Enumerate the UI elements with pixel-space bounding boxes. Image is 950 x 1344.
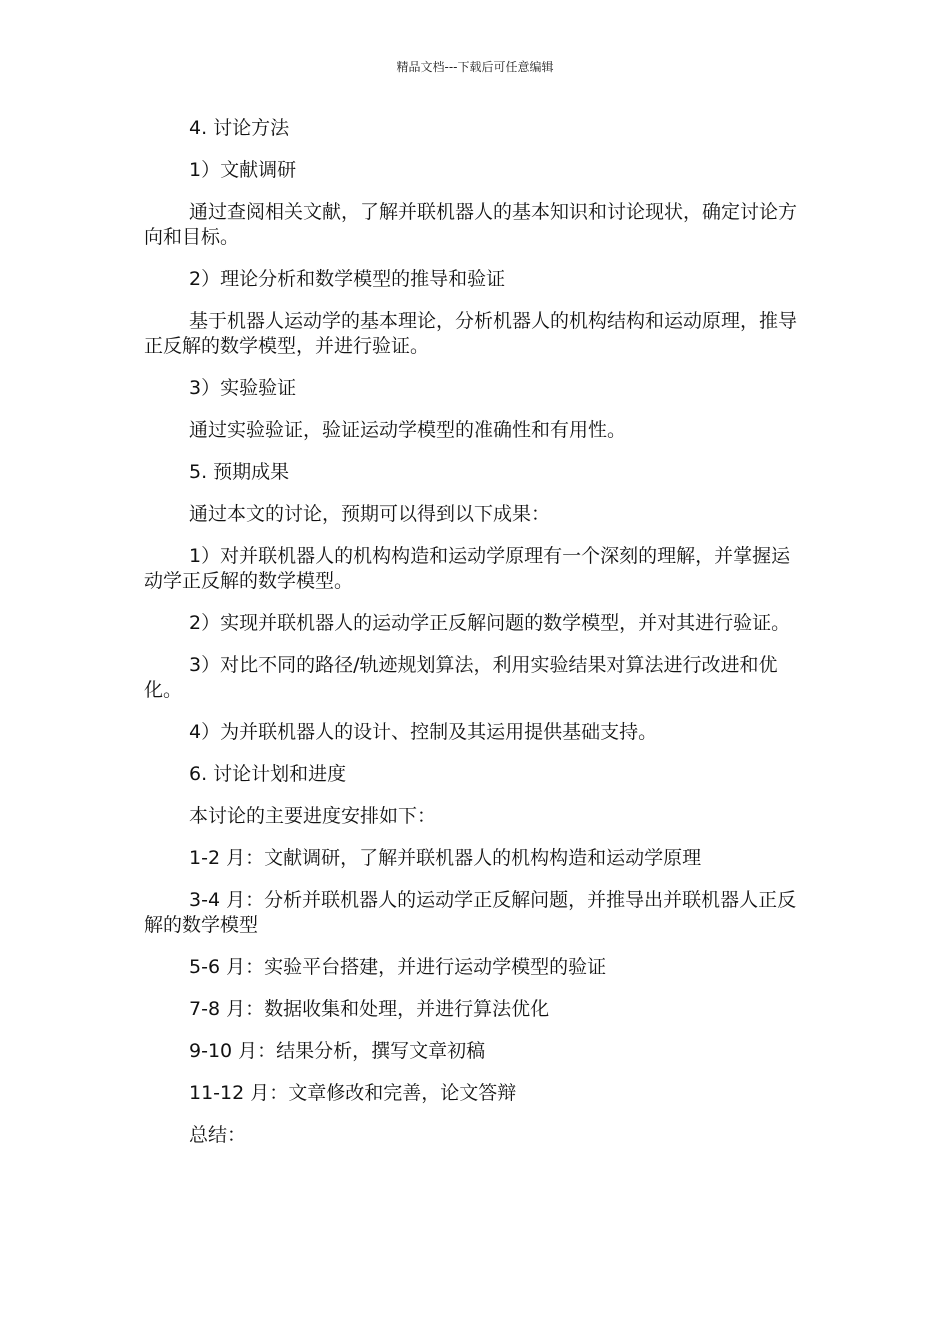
list-item-result-4: 4）为并联机器人的设计、控制及其运用提供基础支持。 xyxy=(189,721,658,743)
list-item-result-1: 1）对并联机器人的机构构造和运动学原理有一个深刻的理解，并掌握运动学正反解的数学模型。 xyxy=(144,545,791,592)
paragraph-expected-intro: 通过本文的讨论，预期可以得到以下成果： xyxy=(189,503,551,525)
document-body xyxy=(144,116,806,1165)
list-item-result-2: 2）实现并联机器人的运动学正反解问题的数学模型，并对其进行验证。 xyxy=(189,612,791,634)
schedule-item-2: 3-4 月：分析并联机器人的运动学正反解问题，并推导出并联机器人正反解的数学模型 xyxy=(144,889,797,936)
heading-plan-schedule: 6. 讨论计划和进度 xyxy=(189,763,347,785)
heading-expected-results: 5. 预期成果 xyxy=(189,461,290,483)
schedule-item-5: 9-10 月：结果分析，撰写文章初稿 xyxy=(189,1040,486,1062)
subheading-experiment: 3）实验验证 xyxy=(189,377,297,399)
schedule-item-4: 7-8 月：数据收集和处理，并进行算法优化 xyxy=(189,998,550,1020)
paragraph-theory-analysis: 基于机器人运动学的基本理论，分析机器人的机构结构和运动原理，推导正反解的数学模型，并进行验证。 xyxy=(144,310,798,357)
paragraph-schedule-intro: 本讨论的主要进度安排如下： xyxy=(189,805,437,827)
schedule-item-1: 1-2 月：文献调研，了解并联机器人的机构构造和运动学原理 xyxy=(189,847,702,869)
paragraph-literature-review: 通过查阅相关文献，了解并联机器人的基本知识和讨论现状，确定讨论方向和目标。 xyxy=(144,201,798,248)
paragraph-experiment: 通过实验验证，验证运动学模型的准确性和有用性。 xyxy=(189,419,627,441)
page-header: 精品文档---下载后可任意编辑 xyxy=(396,60,554,74)
schedule-item-6: 11-12 月：文章修改和完善，论文答辩 xyxy=(189,1082,517,1104)
heading-summary: 总结： xyxy=(189,1124,247,1146)
list-item-result-3: 3）对比不同的路径/轨迹规划算法，利用实验结果对算法进行改进和优化。 xyxy=(144,654,778,701)
heading-research-methods: 4. 讨论方法 xyxy=(189,117,290,139)
subheading-literature-review: 1）文献调研 xyxy=(189,159,297,181)
schedule-item-3: 5-6 月：实验平台搭建，并进行运动学模型的验证 xyxy=(189,956,607,978)
subheading-theory-analysis: 2）理论分析和数学模型的推导和验证 xyxy=(189,268,506,290)
